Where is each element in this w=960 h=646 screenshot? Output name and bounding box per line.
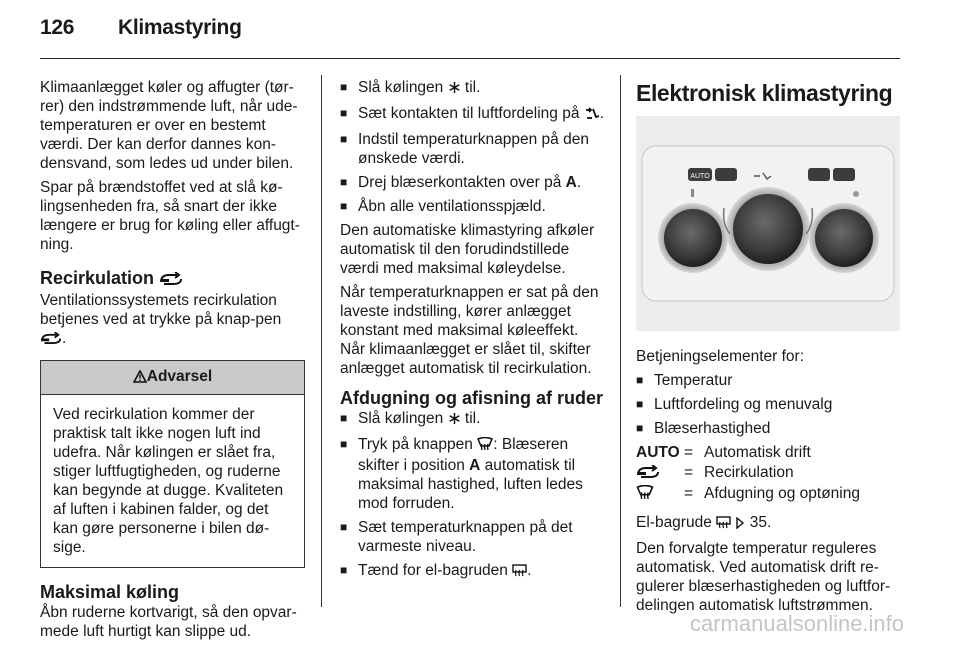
list-item: ■ Slå kølingen til. — [340, 78, 605, 99]
max-cooling-heading: Maksimal køling — [40, 582, 180, 602]
page-reference: 35. — [749, 514, 772, 531]
ac-snowflake-icon — [448, 80, 461, 99]
section-heading: Elektronisk klimastyring — [636, 80, 893, 106]
recirculation-icon — [636, 465, 660, 484]
legend-description: Recirkulation — [704, 464, 794, 481]
page-title: Klimastyring — [118, 16, 242, 39]
legend-row: = Afdugning og optøning — [636, 484, 860, 505]
defrost-icon — [636, 485, 654, 505]
ac-snowflake-icon — [448, 411, 461, 430]
legend-row: AUTO = Automatisk drift — [636, 443, 860, 463]
paragraph: Når temperaturknappen er sat på den laveste indstilling, kører anlægget konstant med maksimal køleeffekt. Når klimaanlægget er slået til, skifter anlægget automatisk til recirkulation. — [340, 284, 599, 377]
paragraph: El-bagrude 35. — [636, 513, 904, 534]
header-rule — [40, 58, 900, 59]
column-2 — [340, 78, 605, 587]
page-header — [40, 18, 242, 37]
list-item: ■ Sæt kontakten til luftfordeling på . — [340, 104, 605, 125]
watermark: carmanualsonline.info — [690, 611, 905, 636]
defrost-heading: Afdugning og afisning af ruder — [340, 388, 603, 408]
list-item: ■ Indstil temperaturknappen på den ønskede værdi. — [340, 130, 605, 168]
list-item: ■ Åbn alle ventilationsspjæld. — [340, 197, 605, 216]
paragraph: Klimaanlægget køler og affugter (tør-rer) den indstrømmende luft, når ude-temperaturen er over en bestemt værdi. Der kan derfor dannes kon-densvand, som ledes ud under bilen. — [40, 79, 298, 172]
paragraph: Den forvalgte temperatur reguleres automatisk. Ved automatisk drift re-gulerer blæserhastigheden og luftfor-delingen automatisk luftstrømmen. — [636, 540, 891, 614]
defrost-icon — [477, 437, 493, 456]
list-item: ■ Luftfordeling og menuvalg — [636, 395, 904, 414]
legend-row: = Recirkulation — [636, 463, 860, 484]
list-item: ■ Slå kølingen til. — [340, 409, 605, 430]
controls-list — [636, 371, 904, 438]
bullet-list — [340, 78, 605, 216]
rear-window-heater-icon — [512, 563, 527, 582]
list-item: ■ Blæserhastighed — [636, 419, 904, 438]
warning-text: Ved recirkulation kommer der praktisk talt ikke nogen luft ind udefra. Når kølingen er slået fra, stiger luftfugtigheden, og ruderne kan begynde at dugge. Kvaliteten af luften i kabinen falder, og det kan gøre personerne i bilen dø-sige. — [53, 406, 284, 556]
auto-symbol: AUTO — [636, 444, 680, 461]
list-item: ■ Drej blæserkontakten over på A. — [340, 173, 605, 192]
legend-description: Afdugning og optøning — [704, 485, 860, 502]
warning-header: Advarsel — [41, 361, 304, 395]
paragraph: Ventilationssystemets recirkulation betjenes ved at trykke på knap-pen . — [40, 291, 305, 350]
column-divider-2 — [620, 75, 621, 607]
climate-control-panel-photo — [636, 116, 900, 331]
bullet-list — [340, 409, 605, 582]
page-number: 126 — [40, 16, 75, 39]
air-distribution-icon — [584, 106, 600, 125]
list-item: ■ Tryk på knappen : Blæseren skifter i position A automatisk til maksimal hastighed, luften ledes mod forruden. — [340, 435, 605, 513]
list-item: ■ Tænd for el-bagruden . — [340, 561, 605, 582]
auto-button-label: AUTO — [690, 173, 710, 180]
legend-description: Automatisk drift — [704, 444, 811, 461]
recirculation-icon — [159, 270, 183, 291]
paragraph: Spar på brændstoffet ved at slå kø-lingsenheden fra, så snart der ikke længere er brug for køling eller affugt-ning. — [40, 179, 300, 253]
paragraph: Den automatiske klimastyring afkøler automatisk til den forudindstillede værdi med maksimal køleydelse. — [340, 222, 595, 277]
warning-icon — [133, 369, 147, 388]
list-item: ■ Temperatur — [636, 371, 904, 390]
column-1 — [40, 78, 305, 646]
page-reference-arrow-icon — [735, 515, 745, 534]
rear-window-heater-icon — [716, 515, 731, 534]
list-item: ■ Sæt temperaturknappen på det varmeste niveau. — [340, 518, 605, 556]
column-divider-1 — [321, 75, 322, 607]
warning-box — [40, 360, 305, 568]
paragraph: Åbn ruderne kortvarigt, så den opvar-mede luft hurtigt kan slippe ud. — [40, 604, 297, 640]
recirculation-icon — [40, 331, 62, 350]
legend-table — [636, 443, 860, 505]
paragraph: Betjeningselementer for: — [636, 348, 805, 365]
recirculation-heading: Recirkulation — [40, 268, 305, 291]
column-3 — [636, 78, 904, 620]
